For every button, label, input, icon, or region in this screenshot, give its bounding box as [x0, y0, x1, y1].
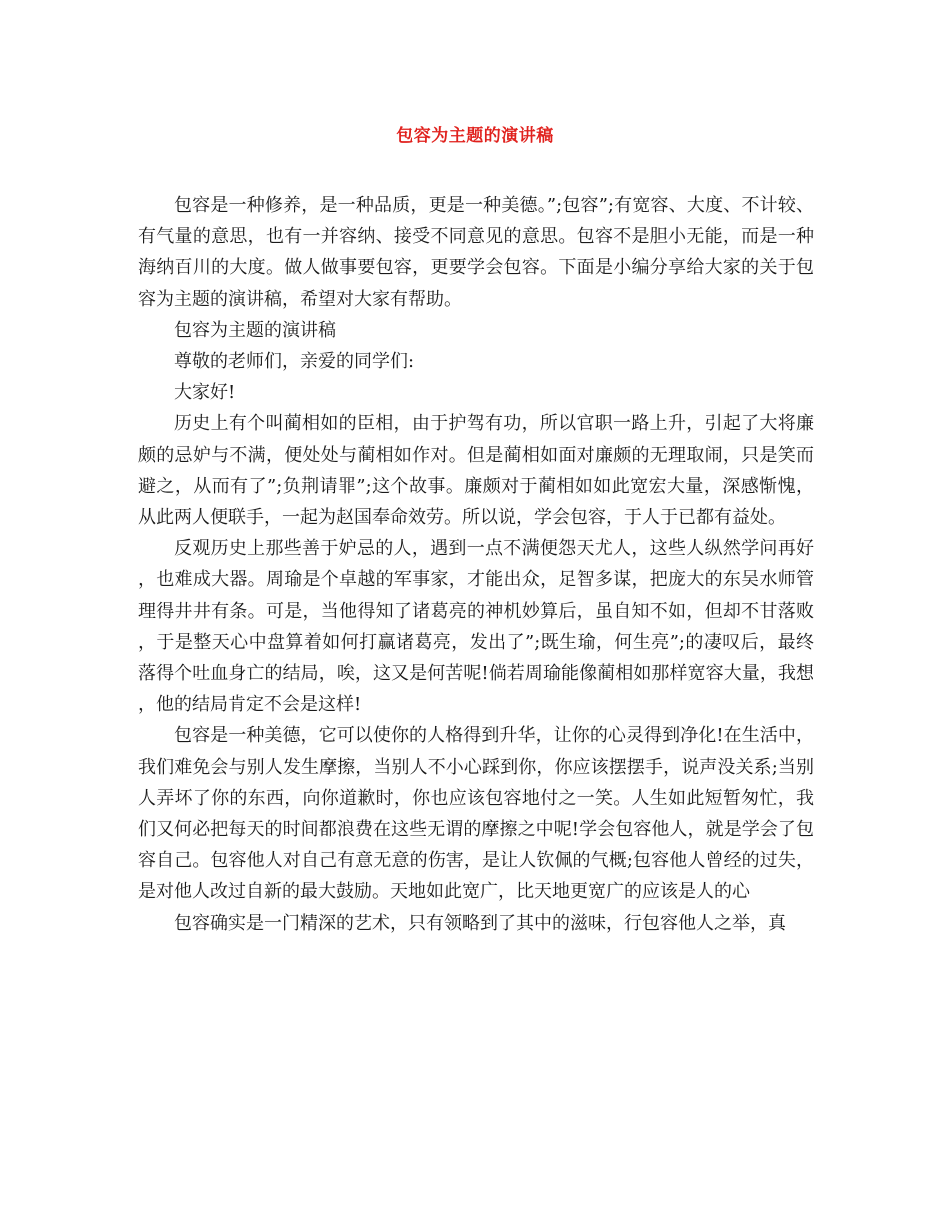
- paragraph-intro: 包容是一种修养，是一种品质，更是一种美德。”;包容”;有宽容、大度、不计较、有气量的意思，也有一并容纳、接受不同意见的意思。包容不是胆小无能，而是一种海纳百川的大度。做人做事要包容，更要学会包容。下面是小编分享给大家的关于包容为主题的演讲稿，希望对大家有帮助。: [138, 195, 814, 310]
- paragraph-art: 包容确实是一门精深的艺术，只有领略到了其中的滋味，行包容他人之举，真: [174, 912, 786, 934]
- paragraph-subtitle: 包容为主题的演讲稿: [174, 319, 336, 341]
- paragraph-virtue: 包容是一种美德，它可以使你的人格得到升华，让你的心灵得到净化!在生活中，我们难免会与别人发生摩擦，当别人不小心踩到你，你应该摆摆手，说声没关系;当别人弄坏了你的东西，向你道歉时，你也应该包容地付之一笑。人生如此短暂匆忙，我们又何必把每天的时间都浪费在这些无谓的摩擦之中呢!学会包容他人，就是学会了包容自己。包容他人对自己有意无意的伤害，是让人钦佩的气概;包容他人曾经的过失，是对他人改过自新的最大鼓励。天地如此宽广，比天地更宽广的应该是人的心: [138, 725, 814, 903]
- document-title: 包容为主题的演讲稿: [396, 126, 554, 146]
- paragraph-zhou-yu: 反观历史上那些善于妒忌的人，遇到一点不满便怨天尤人，这些人纵然学问再好，也难成大器。周瑜是个卓越的军事家，才能出众，足智多谋，把庞大的东吴水师管理得井井有条。可是，当他得知了诸葛亮的神机妙算后，虽自知不如，但却不甘落败，于是整天心中盘算着如何打赢诸葛亮，发出了”;既生瑜，何生亮”;的凄叹后，最终落得个吐血身亡的结局，唉，这又是何苦呢!倘若周瑜能像蔺相如那样宽容大量，我想，他的结局肯定不会是这样!: [138, 538, 814, 716]
- paragraph-greeting: 大家好!: [174, 382, 236, 404]
- paragraph-lin-xiangru: 历史上有个叫蔺相如的臣相，由于护驾有功，所以官职一路上升，引起了大将廉颇的忌妒与不满，便处处与蔺相如作对。但是蔺相如面对廉颇的无理取闹，只是笑而避之，从而有了”;负荆请罪”;这个故事。廉颇对于蔺相如如此宽宏大量，深感惭愧，从此两人便联手，一起为赵国奉命效劳。所以说，学会包容，于人于已都有益处。: [138, 413, 814, 529]
- paragraph-salutation: 尊敬的老师们，亲爱的同学们:: [174, 351, 415, 373]
- document-body: [138, 190, 814, 939]
